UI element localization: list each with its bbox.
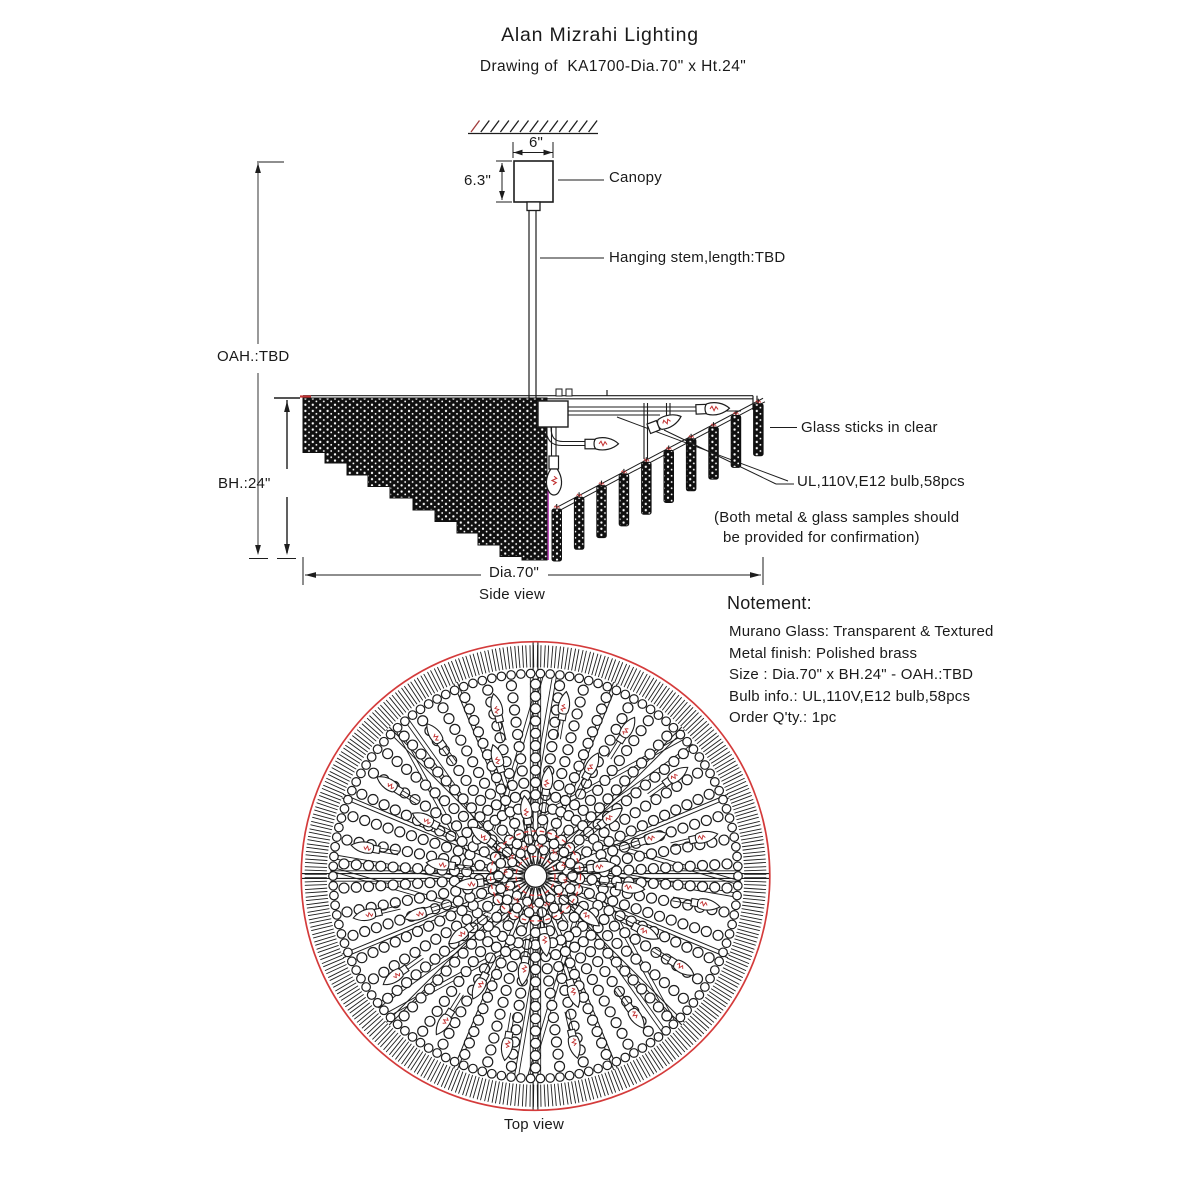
bulb: [696, 402, 730, 415]
samples-note-line2: be provided for confirmation): [723, 529, 920, 546]
dim-canopy-width-label: 6": [528, 134, 544, 151]
top-view-caption: Top view: [504, 1116, 564, 1133]
glass-stick-mass: [300, 397, 548, 561]
dimension-canopy-height: [496, 161, 512, 202]
notement-line: Size : Dia.70" x BH.24" - OAH.:TBD: [729, 666, 974, 684]
hanging-stem-label: Hanging stem,length:TBD: [609, 249, 786, 266]
samples-note-line1: (Both metal & glass samples should: [714, 509, 960, 526]
notement-line: Murano Glass: Transparent & Textured: [729, 623, 994, 640]
glass-sticks-label: Glass sticks in clear: [801, 419, 938, 436]
hub: [538, 401, 568, 427]
dim-bh-label: BH.:24": [218, 475, 271, 492]
notement-line: Order Q'ty.: 1pc: [729, 709, 837, 727]
top-view-drawing: [301, 642, 770, 1111]
side-view-caption: Side view: [479, 586, 545, 603]
hanging-stem: [529, 210, 536, 402]
notement-line: Bulb info.: UL,110V,E12 bulb,58pcs: [729, 687, 971, 705]
center-stem-circle: [524, 865, 547, 888]
notement-list: [729, 624, 994, 732]
page-subtitle: Drawing of KA1700-Dia.70" x Ht.24": [479, 58, 747, 75]
notement-line: Metal finish: Polished brass: [729, 644, 918, 662]
bulb-spec-label: UL,110V,E12 bulb,58pcs: [797, 473, 965, 490]
dim-diameter-label: Dia.70": [488, 564, 540, 581]
canopy-label: Canopy: [609, 169, 662, 186]
dim-oah-label: OAH.:TBD: [217, 348, 290, 365]
canopy: [514, 161, 553, 211]
notement-heading: Notement:: [727, 593, 812, 613]
dim-canopy-height-label: 6.3": [464, 172, 491, 189]
bulb: [585, 438, 619, 450]
page-title: Alan Mizrahi Lighting: [501, 24, 699, 46]
ceiling-hatch: [468, 121, 598, 134]
dimension-bh: [274, 398, 300, 555]
